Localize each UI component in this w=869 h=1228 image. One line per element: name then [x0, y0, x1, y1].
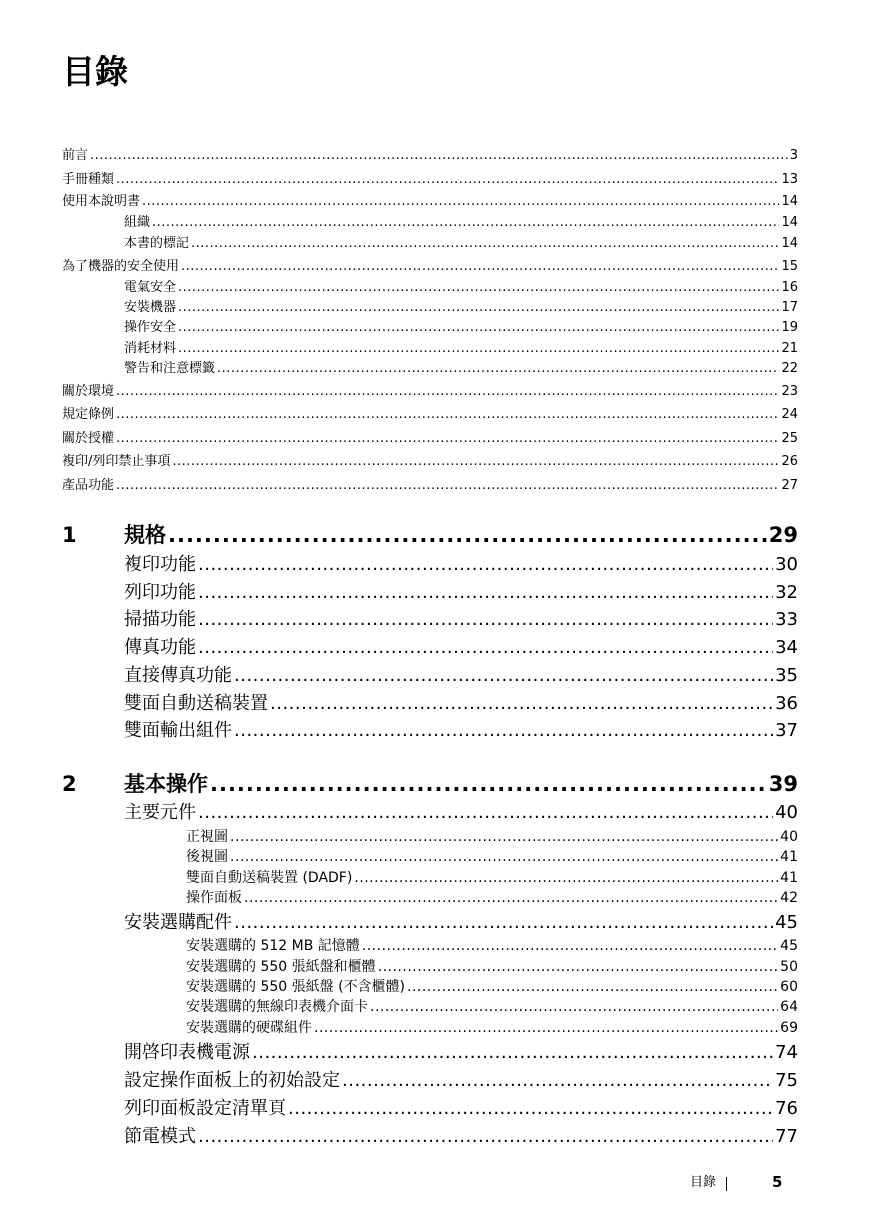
- toc-section[interactable]: [124, 1068, 798, 1094]
- dot-leader: [370, 998, 778, 1017]
- section-label: 主要元件: [124, 802, 196, 823]
- chapter-title: 規格: [124, 523, 166, 547]
- toc-entry[interactable]: [62, 192, 798, 212]
- entry-label: 操作安全: [124, 320, 177, 335]
- section-page: 75: [775, 1070, 798, 1091]
- subsection-page: 45: [780, 938, 798, 954]
- section-page: 32: [775, 582, 798, 603]
- toc-section[interactable]: [124, 607, 798, 633]
- toc-section[interactable]: [124, 910, 798, 936]
- dot-leader: [270, 691, 773, 717]
- subsection-label: 安裝選購的無線印表機介面卡: [186, 999, 368, 1015]
- dot-leader: [116, 382, 779, 402]
- section-label: 開啓印表機電源: [124, 1042, 250, 1063]
- chapter-heading[interactable]: [62, 770, 798, 798]
- entry-label: 警告和注意標籤: [124, 361, 216, 376]
- entry-page: 27: [781, 478, 798, 493]
- subsection-page: 69: [780, 1020, 798, 1036]
- section-label: 直接傳真功能: [124, 665, 232, 686]
- footer-page-number: 5: [772, 1173, 783, 1191]
- subsection-label: 安裝選購的硬碟組件: [186, 1020, 312, 1036]
- section-page: 76: [775, 1098, 798, 1119]
- dot-leader: [230, 848, 778, 867]
- dot-leader: [342, 1068, 773, 1094]
- entry-label: 關於環境: [62, 384, 115, 399]
- section-label: 複印功能: [124, 554, 196, 575]
- chapter-page: 29: [768, 523, 798, 547]
- section-page: 33: [775, 609, 798, 630]
- chapter-number: 1: [62, 523, 77, 547]
- dot-leader: [217, 359, 779, 379]
- chapter-page: 39: [768, 772, 798, 796]
- subsection-page: 64: [780, 999, 798, 1015]
- section-label: 雙面輸出組件: [124, 720, 232, 741]
- toc-subsection[interactable]: [186, 998, 798, 1017]
- dot-leader: [181, 257, 779, 277]
- entry-label: 複印/列印禁止事項: [62, 454, 171, 469]
- subsection-label: 正視圖: [186, 829, 228, 845]
- toc-section[interactable]: [124, 800, 798, 826]
- section-label: 安裝選購配件: [124, 912, 232, 933]
- entry-page: 14: [781, 215, 798, 230]
- section-page: 34: [775, 637, 798, 658]
- subsection-page: 60: [780, 979, 798, 995]
- dot-leader: [168, 521, 767, 549]
- toc-subsection[interactable]: [186, 848, 798, 867]
- subsection-label: 後視圖: [186, 849, 228, 865]
- chapter-number: 2: [62, 772, 77, 796]
- section-label: 傳真功能: [124, 637, 196, 658]
- toc-subsection[interactable]: [186, 958, 798, 977]
- subsection-label: 操作面板: [186, 890, 242, 906]
- subsection-page: 50: [780, 959, 798, 975]
- dot-leader: [230, 828, 778, 847]
- dot-leader: [178, 318, 779, 338]
- chapter-heading[interactable]: [62, 521, 798, 549]
- section-label: 掃描功能: [124, 609, 196, 630]
- subsection-page: 42: [780, 890, 798, 906]
- dot-leader: [362, 937, 778, 956]
- dot-leader: [116, 170, 779, 190]
- subsection-label: 雙面自動送稿裝置 (DADF): [186, 870, 353, 886]
- dot-leader: [314, 1019, 778, 1038]
- section-label: 列印功能: [124, 582, 196, 603]
- section-page: 36: [775, 693, 798, 714]
- entry-label: 安裝機器: [124, 300, 177, 315]
- dot-leader: [210, 770, 767, 798]
- entry-page: 14: [781, 236, 798, 251]
- dot-leader: [234, 663, 773, 689]
- dot-leader: [116, 429, 779, 449]
- dot-leader: [198, 580, 773, 606]
- toc-subentry[interactable]: [124, 339, 798, 359]
- section-page: 35: [775, 665, 798, 686]
- entry-page: 13: [781, 172, 798, 187]
- toc-subentry[interactable]: [124, 318, 798, 338]
- section-page: 45: [775, 912, 798, 933]
- dot-leader: [198, 800, 773, 826]
- entry-label: 本書的標記: [124, 236, 190, 251]
- entry-label: 手冊種類: [62, 172, 115, 187]
- entry-page: 24: [781, 407, 798, 422]
- entry-label: 使用本說明書: [62, 194, 141, 209]
- entry-page: 15: [781, 259, 798, 274]
- toc-subentry[interactable]: [124, 278, 798, 298]
- toc-entry[interactable]: [62, 429, 798, 449]
- entry-page: 23: [781, 384, 798, 399]
- toc-entry[interactable]: [62, 405, 798, 425]
- toc-subentry[interactable]: [124, 234, 798, 254]
- entry-label: 前言: [62, 148, 89, 163]
- section-label: 設定操作面板上的初始設定: [124, 1070, 340, 1091]
- entry-label: 產品功能: [62, 478, 115, 493]
- toc-section[interactable]: [124, 663, 798, 689]
- toc-section[interactable]: [124, 1040, 798, 1066]
- toc-section[interactable]: [124, 718, 798, 744]
- toc-entry[interactable]: [62, 452, 798, 472]
- toc-subentry[interactable]: [124, 298, 798, 318]
- dot-leader: [234, 910, 773, 936]
- entry-label: 組織: [124, 215, 151, 230]
- toc-entry[interactable]: [62, 382, 798, 402]
- subsection-label: 安裝選購的 550 張紙盤 (不含櫃體): [186, 979, 405, 995]
- dot-leader: [198, 552, 773, 578]
- toc-entry[interactable]: [62, 146, 798, 166]
- entry-page: 19: [781, 320, 798, 335]
- entry-label: 電氣安全: [124, 280, 177, 295]
- entry-page: 21: [781, 341, 798, 356]
- subsection-label: 安裝選購的 512 MB 記憶體: [186, 938, 360, 954]
- dot-leader: [288, 1096, 773, 1122]
- toc-subsection[interactable]: [186, 828, 798, 847]
- section-page: 37: [775, 720, 798, 741]
- chapter-title: 基本操作: [124, 772, 208, 796]
- toc-entry[interactable]: [62, 257, 798, 277]
- toc-subentry[interactable]: [124, 213, 798, 233]
- dot-leader: [178, 339, 779, 359]
- toc-subsection[interactable]: [186, 869, 798, 888]
- toc-section[interactable]: [124, 635, 798, 661]
- entry-page: 16: [781, 280, 798, 295]
- entry-page: 3: [789, 148, 798, 163]
- section-page: 77: [775, 1126, 798, 1147]
- entry-label: 關於授權: [62, 431, 115, 446]
- dot-leader: [178, 278, 779, 298]
- dot-leader: [90, 146, 788, 166]
- toc-section[interactable]: [124, 1096, 798, 1122]
- entry-page: 22: [781, 361, 798, 376]
- dot-leader: [378, 958, 779, 977]
- section-label: 列印面板設定清單頁: [124, 1098, 286, 1119]
- subsection-label: 安裝選購的 550 張紙盤和櫃體: [186, 959, 376, 975]
- page-title: 目錄: [62, 52, 128, 91]
- entry-page: 26: [781, 454, 798, 469]
- toc-section[interactable]: [124, 691, 798, 717]
- dot-leader: [198, 607, 773, 633]
- dot-leader: [234, 718, 773, 744]
- entry-label: 為了機器的安全使用: [62, 259, 180, 274]
- dot-leader: [191, 234, 779, 254]
- toc-subsection[interactable]: [186, 1019, 798, 1038]
- toc-subsection[interactable]: [186, 937, 798, 956]
- toc-section[interactable]: [124, 1124, 798, 1150]
- dot-leader: [172, 452, 779, 472]
- toc-section[interactable]: [124, 552, 798, 578]
- toc-section[interactable]: [124, 580, 798, 606]
- entry-page: 17: [781, 300, 798, 315]
- dot-leader: [198, 1124, 773, 1150]
- footer-divider: [726, 1177, 727, 1191]
- dot-leader: [178, 298, 779, 318]
- section-page: 74: [775, 1042, 798, 1063]
- section-page: 30: [775, 554, 798, 575]
- dot-leader: [252, 1040, 773, 1066]
- dot-leader: [354, 869, 778, 888]
- dot-leader: [116, 405, 779, 425]
- dot-leader: [116, 476, 779, 496]
- section-label: 雙面自動送稿裝置: [124, 693, 268, 714]
- entry-label: 規定條例: [62, 407, 115, 422]
- toc-subentry[interactable]: [124, 359, 798, 379]
- entry-page: 25: [781, 431, 798, 446]
- subsection-page: 40: [780, 829, 798, 845]
- footer-section-label: 目錄: [690, 1175, 717, 1190]
- section-label: 節電模式: [124, 1126, 196, 1147]
- section-page: 40: [775, 802, 798, 823]
- entry-page: 14: [781, 194, 798, 209]
- dot-leader: [198, 635, 773, 661]
- subsection-page: 41: [780, 870, 798, 886]
- subsection-page: 41: [780, 849, 798, 865]
- dot-leader: [142, 192, 779, 212]
- dot-leader: [407, 978, 778, 997]
- dot-leader: [244, 889, 778, 908]
- dot-leader: [152, 213, 779, 233]
- toc-entry[interactable]: [62, 476, 798, 496]
- toc-subsection[interactable]: [186, 978, 798, 997]
- toc-subsection[interactable]: [186, 889, 798, 908]
- entry-label: 消耗材料: [124, 341, 177, 356]
- toc-entry[interactable]: [62, 170, 798, 190]
